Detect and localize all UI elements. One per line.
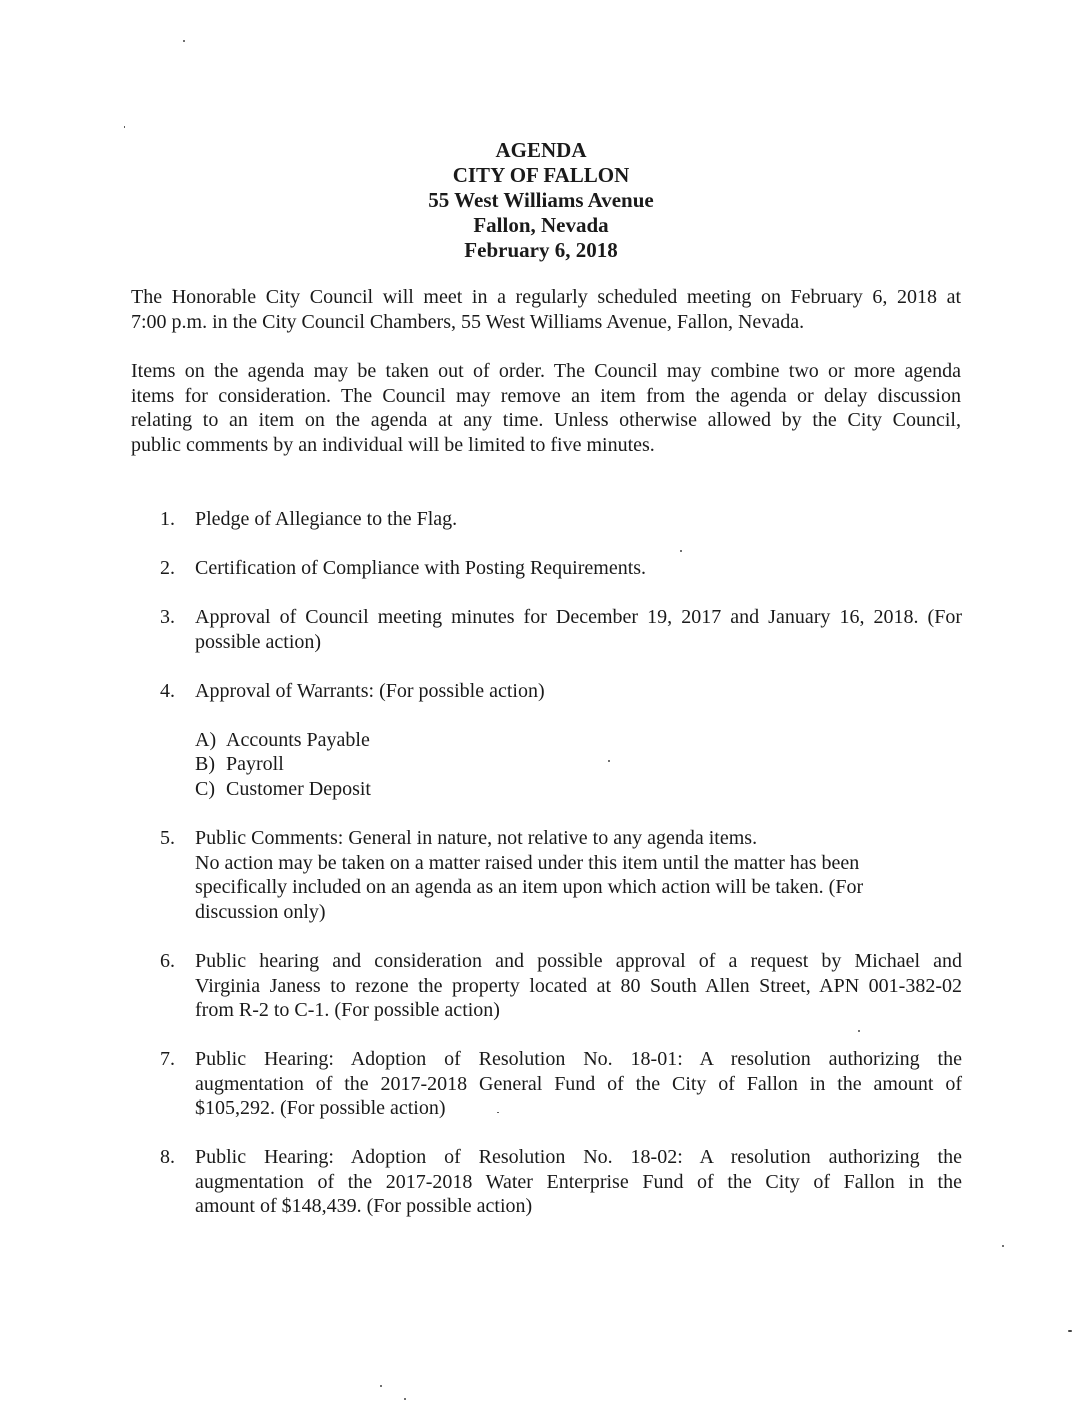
city-state-line: Fallon, Nevada bbox=[473, 213, 609, 237]
intro-paragraph-meeting bbox=[131, 285, 961, 334]
item-text: Approval of Council meeting minutes for December 19, 2017 and January 16, 2018. (For bbox=[195, 606, 962, 628]
item-text: amount of $148,439. (For possible action) bbox=[195, 1195, 533, 1217]
item-number: 2. bbox=[160, 557, 175, 579]
item-text: Public hearing and consideration and possible approval of a request by Michael and bbox=[195, 950, 962, 972]
intro-line: Items on the agenda may be taken out of order. The Council may combine two or more agenda bbox=[131, 360, 961, 382]
intro-line: 7:00 p.m. in the City Council Chambers, 55 West Williams Avenue, Fallon, Nevada. bbox=[131, 310, 805, 333]
item-number: 8. bbox=[160, 1146, 175, 1168]
address-line: 55 West Williams Avenue bbox=[428, 188, 654, 212]
item-text: Public Comments: General in nature, not relative to any agenda items. bbox=[195, 827, 758, 849]
subitem-label: B) bbox=[195, 753, 215, 775]
scan-speck bbox=[1002, 1245, 1004, 1247]
item-number: 6. bbox=[160, 950, 175, 972]
subitem-text: Accounts Payable bbox=[226, 729, 370, 751]
intro-line: items for consideration. The Council may remove an item from the agenda or delay discussion bbox=[131, 384, 961, 407]
item-number: 5. bbox=[160, 827, 175, 849]
item-text: No action may be taken on a matter raised under this item until the matter has been bbox=[195, 851, 860, 874]
item-text: possible action) bbox=[195, 630, 322, 653]
scan-speck bbox=[124, 126, 125, 128]
intro-line: The Honorable City Council will meet in a regularly scheduled meeting on February 6, 2018 at bbox=[131, 286, 961, 308]
item-text: Public Hearing: Adoption of Resolution No. 18-02: A resolution authorizing the bbox=[195, 1146, 962, 1168]
item-number: 7. bbox=[160, 1048, 175, 1070]
item-text: $105,292. (For possible action) bbox=[195, 1097, 446, 1119]
item-text: Pledge of Allegiance to the Flag. bbox=[195, 508, 458, 530]
city-name: CITY OF FALLON bbox=[452, 163, 630, 187]
item-number: 1. bbox=[160, 508, 175, 530]
item-number: 4. bbox=[160, 680, 175, 702]
item-text: augmentation of the 2017-2018 General Fund of the City of Fallon in the amount of bbox=[195, 1072, 962, 1095]
item-text: Approval of Warrants: (For possible action) bbox=[195, 680, 545, 702]
scan-speck bbox=[1068, 1330, 1072, 1332]
item-text: specifically included on an agenda as an item upon which action will be taken. (For bbox=[195, 876, 864, 898]
subitem-text: Payroll bbox=[226, 753, 284, 775]
subitem-text: Customer Deposit bbox=[226, 778, 371, 800]
intro-line: public comments by an individual will be limited to five minutes. bbox=[131, 433, 655, 456]
intro-line: relating to an item on the agenda at any time. Unless otherwise allowed by the City Council, bbox=[131, 409, 961, 431]
item-text: Virginia Janess to rezone the property located at 80 South Allen Street, APN 001-382-02 bbox=[195, 974, 962, 997]
meeting-date: February 6, 2018 bbox=[464, 238, 618, 262]
warrant-subitem bbox=[195, 777, 371, 802]
item-text: augmentation of the 2017-2018 Water Enterprise Fund of the City of Fallon in the bbox=[195, 1170, 962, 1193]
subitem-label: C) bbox=[195, 778, 215, 800]
scan-speck bbox=[380, 1385, 382, 1387]
item-text: discussion only) bbox=[195, 900, 326, 923]
item-text: Public Hearing: Adoption of Resolution No. 18-01: A resolution authorizing the bbox=[195, 1048, 962, 1070]
scan-speck bbox=[404, 1398, 406, 1400]
item-text: from R-2 to C-1. (For possible action) bbox=[195, 999, 500, 1021]
scan-speck bbox=[608, 760, 610, 762]
agenda-header bbox=[0, 138, 1082, 263]
agenda-title: AGENDA bbox=[495, 138, 587, 162]
intro-paragraph-rules bbox=[131, 359, 961, 457]
item-number: 3. bbox=[160, 606, 175, 628]
scan-speck bbox=[497, 1112, 499, 1113]
scan-speck bbox=[858, 1030, 860, 1032]
warrant-subitem bbox=[195, 728, 370, 753]
subitem-label: A) bbox=[195, 729, 217, 751]
scan-speck bbox=[680, 550, 682, 552]
warrant-subitem bbox=[195, 752, 284, 777]
scan-speck bbox=[183, 40, 185, 42]
item-text: Certification of Compliance with Posting Requirements. bbox=[195, 557, 647, 579]
